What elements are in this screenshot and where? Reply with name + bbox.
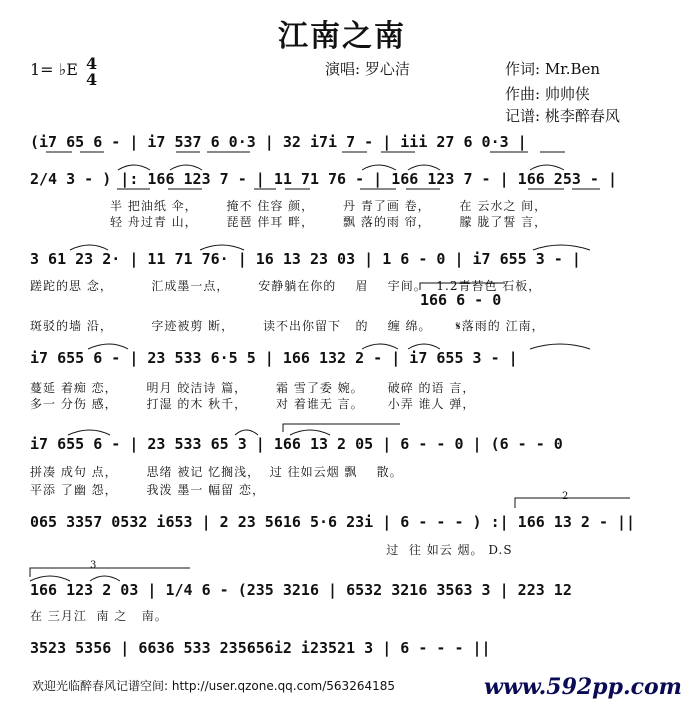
key-signature: 1= ♭E	[30, 60, 78, 79]
lyrics-system-4-line-2: 多一 分伤 感， 打湿 的木 秋千， 对 着谁无 言。 小弄 谁人 弹，	[30, 397, 476, 411]
lyrics-system-6-line-1: 过 往 如云 烟。 D.S	[30, 543, 513, 557]
lyrics-system-2-line-2: 轻 舟过青 山， 琵琶 伴耳 畔， 飘 落的雨 帘， 朦 胧了誓 言，	[110, 215, 548, 229]
lyrics-system-7-line-1: 在 三月江 南 之 南。	[30, 609, 168, 623]
transcriber-credit: 记谱: 桃李醉春风	[505, 107, 620, 125]
composer-credit: 作曲: 帅帅侠	[505, 85, 590, 103]
lyrics-system-3-line-1: 蹉跎的思 念， 汇成墨一点， 安静躺在你的 眉 宇间。 1.2青苔色 石板，	[30, 279, 542, 293]
score-system-7: 166 123 2 03 | 1/4 6 - (235 3216 | 6532 3216 3563 3 | 223 12	[30, 581, 572, 599]
footer-note: 欢迎光临醉春风记谱空间: http://user.qzone.qq.com/563264185	[32, 679, 396, 693]
volta-3-label: 3	[90, 560, 98, 571]
score-system-3-alt-ending: 166 6 - 0	[420, 291, 502, 309]
singer-credit: 演唱: 罗心洁	[325, 60, 410, 78]
song-title: 江南之南	[278, 19, 406, 54]
score-system-5: i7 655 6 - | 23 533 65 3 | 166 13 2 05 | 6 - - 0 | (6 - - 0	[30, 435, 563, 453]
lyrics-system-3-line-2: 斑驳的墙 沿， 字迹被剪 断， 读不出你留下 的 缠 绵。 𝄋落雨的 江南，	[30, 319, 545, 333]
score-system-4: i7 655 6 - | 23 533 6·5 5 | 166 132 2 - | i7 655 3 - |	[30, 349, 518, 367]
time-signature-top: 4	[86, 54, 98, 73]
site-watermark: www.592pp.com	[484, 674, 682, 700]
score-system-3: 3 61 23 2· | 11 71 76· | 16 13 23 03 | 1 6 - 0 | i7 655 3 - |	[30, 250, 581, 268]
lyrics-system-5-line-2: 平添 了幽 怨， 我泼 墨一 幅留 恋，	[30, 483, 265, 497]
score-system-6: 065 3357 0532 i653 | 2 23 5616 5·6 23i | 6 - - - ) :| 166 13 2 - ||	[30, 513, 636, 531]
time-signature-bottom: 4	[86, 70, 98, 89]
score-system-8: 3523 5356 | 6636 533 235656i2 i23521 3 | 6 - - - ||	[30, 639, 491, 657]
score-system-2: 2/4 3 - ) |: 166 123 7 - | 11 71 76 - | 166 123 7 - | 166 253 - |	[30, 170, 617, 188]
score-system-1: (i7 65 6 - | i7 537 6 0·3 | 32 i7i 7 - | iii 27 6 0·3 |	[30, 133, 527, 151]
lyrics-system-5-line-1: 拼凑 成句 点， 思绪 被记 忆搁浅， 过 往如云烟 飘 散。	[30, 465, 403, 479]
lyrics-system-4-line-1: 蔓延 着痴 恋， 明月 皎洁诗 篇， 霜 雪了委 婉。 破碎 的语 言，	[30, 381, 476, 395]
lyrics-system-2-line-1: 半 把油纸 伞， 掩不 住容 颜， 丹 青了画 卷， 在 云水之 间，	[110, 199, 548, 213]
volta-2-label: 2	[562, 491, 570, 502]
lyricist-credit: 作词: Mr.Ben	[505, 60, 601, 78]
